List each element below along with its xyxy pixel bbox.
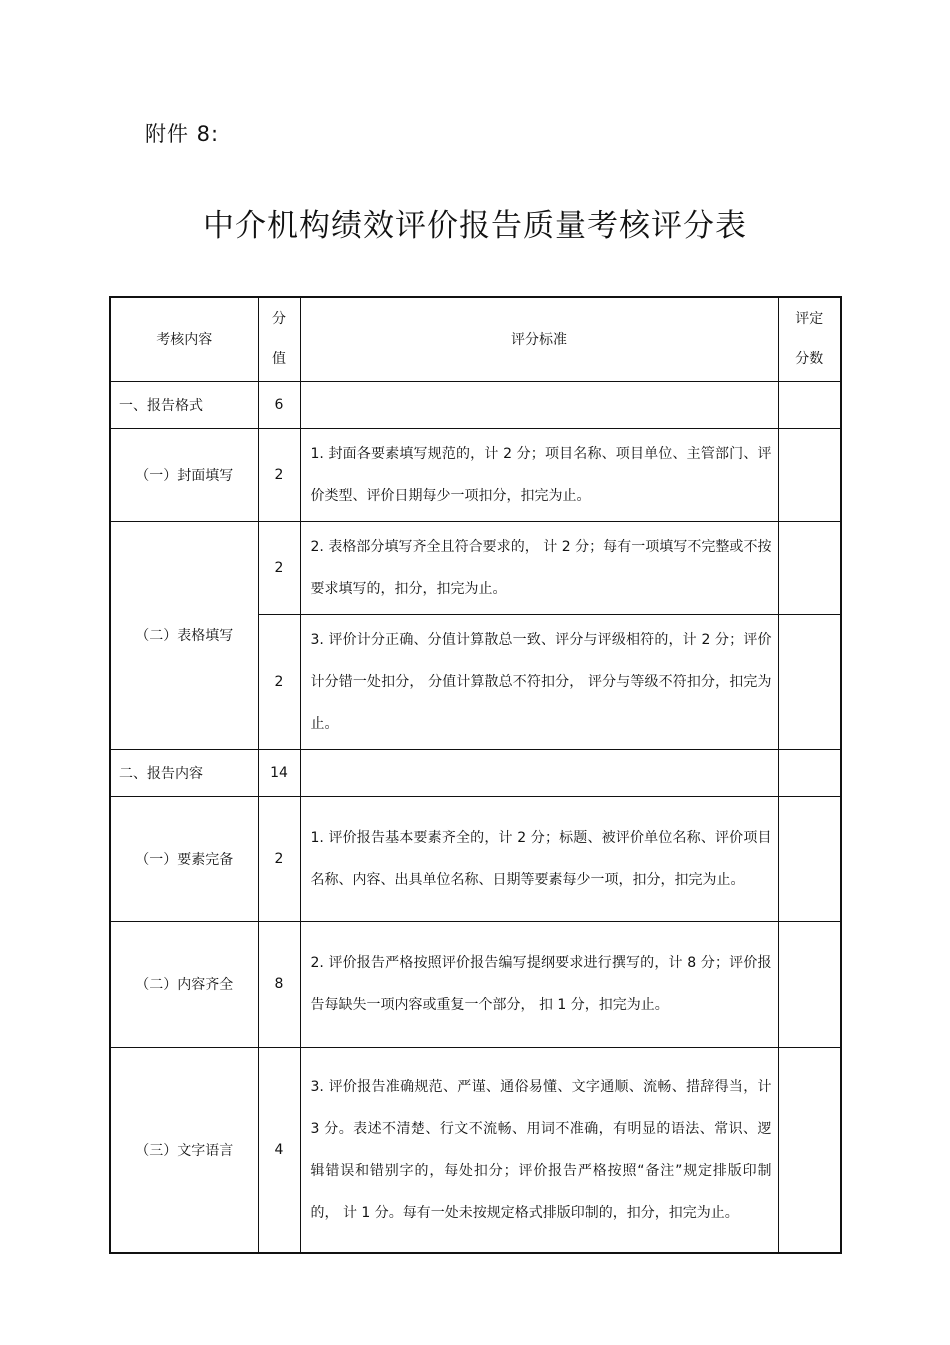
- item-score: 2: [258, 428, 300, 521]
- rating-cell: [778, 521, 841, 614]
- header-rating-line1: 评定: [795, 311, 824, 328]
- header-rating: [778, 297, 841, 381]
- item-label: （三）文字语言: [110, 1047, 258, 1253]
- item-criteria: 3. 评价报告准确规范、严谨、通俗易懂、文字通顺、流畅、措辞得当，计 3 分。表述不清楚、行文不流畅、用词不准确，有明显的语法、常识、逻辑错误和错别字的，每处扣分；评价报告严格按照“备注”规定排版印制的， 计 1 分。每有一处未按规定格式排版印制的，扣分，扣完为止。: [300, 1047, 778, 1253]
- item-score: 8: [258, 921, 300, 1047]
- header-score-line2: 值: [272, 351, 286, 368]
- scoring-table: [109, 296, 842, 1254]
- table-header-row: [110, 297, 841, 381]
- rating-cell: [778, 428, 841, 521]
- table-row: [110, 428, 841, 521]
- rating-cell: [778, 796, 841, 921]
- section-criteria-empty: [300, 381, 778, 428]
- rating-cell: [778, 381, 841, 428]
- item-label: （一）要素完备: [110, 796, 258, 921]
- header-score: [258, 297, 300, 381]
- item-label: （二）内容齐全: [110, 921, 258, 1047]
- section-label: 一、报告格式: [110, 381, 258, 428]
- header-criteria: 评分标准: [300, 297, 778, 381]
- header-content: 考核内容: [110, 297, 258, 381]
- rating-cell: [778, 1047, 841, 1253]
- item-criteria: 2. 表格部分填写齐全且符合要求的， 计 2 分；每有一项填写不完整或不按要求填写的，扣分，扣完为止。: [300, 521, 778, 614]
- header-score-line1: 分: [272, 311, 286, 328]
- item-criteria: 2. 评价报告严格按照评价报告编写提纲要求进行撰写的，计 8 分；评价报告每缺失一项内容或重复一个部分， 扣 1 分，扣完为止。: [300, 921, 778, 1047]
- section-row: [110, 381, 841, 428]
- table-row: [110, 521, 841, 614]
- item-score: 2: [258, 614, 300, 749]
- section-criteria-empty: [300, 749, 778, 796]
- table-row: [110, 1047, 841, 1253]
- section-score: 14: [258, 749, 300, 796]
- table-row: [110, 921, 841, 1047]
- item-criteria: 1. 评价报告基本要素齐全的，计 2 分；标题、被评价单位名称、评价项目名称、内容、出具单位名称、日期等要素每少一项，扣分，扣完为止。: [300, 796, 778, 921]
- rating-cell: [778, 614, 841, 749]
- attachment-label: 附件 8:: [145, 122, 220, 146]
- document-title: 中介机构绩效评价报告质量考核评分表: [203, 208, 747, 244]
- item-criteria: 1. 封面各要素填写规范的，计 2 分；项目名称、项目单位、主管部门、评价类型、评价日期每少一项扣分，扣完为止。: [300, 428, 778, 521]
- table-row: [110, 796, 841, 921]
- header-rating-line2: 分数: [795, 351, 824, 368]
- item-score: 2: [258, 796, 300, 921]
- section-row: [110, 749, 841, 796]
- section-label: 二、报告内容: [110, 749, 258, 796]
- rating-cell: [778, 921, 841, 1047]
- section-score: 6: [258, 381, 300, 428]
- rating-cell: [778, 749, 841, 796]
- item-score: 4: [258, 1047, 300, 1253]
- item-criteria: 3. 评价计分正确、分值计算散总一致、评分与评级相符的，计 2 分；评价计分错一处扣分， 分值计算散总不符扣分， 评分与等级不符扣分，扣完为止。: [300, 614, 778, 749]
- item-label: （一）封面填写: [110, 428, 258, 521]
- item-label: （二）表格填写: [110, 521, 258, 749]
- item-score: 2: [258, 521, 300, 614]
